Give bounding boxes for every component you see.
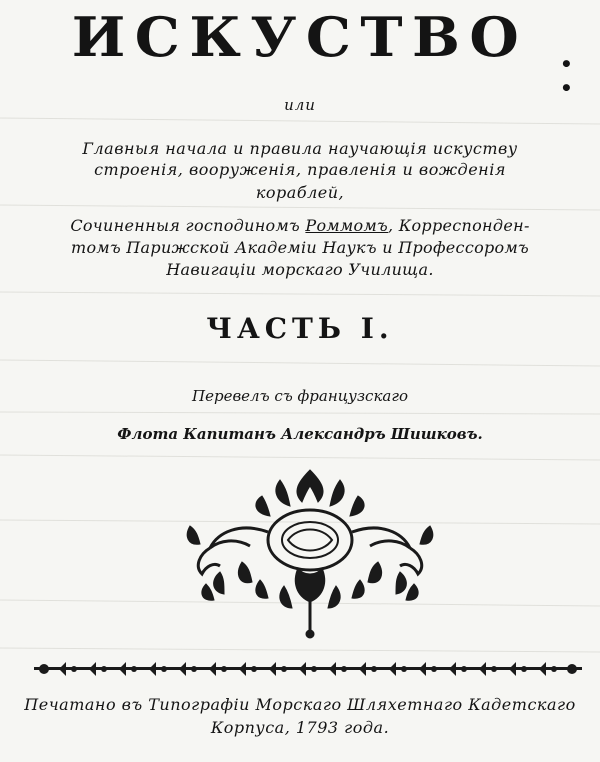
imprint-line-2: Корпуса, 1793 года. — [210, 718, 390, 737]
author-prefix: Сочиненныя господиномъ — [70, 216, 306, 235]
ornamental-divider — [34, 660, 582, 678]
author-line-2: томъ Парижской Академіи Наукъ и Профессоромъ — [70, 238, 530, 257]
author-line-1 — [0, 216, 600, 236]
description-line-1: Главныя начала и правила научающія искуству — [82, 139, 518, 158]
translator-name: Флота Капитанъ Александръ Шишковъ. — [117, 425, 483, 443]
translated-from: Перевелъ съ французскаго — [192, 387, 408, 405]
author-suffix: , Корреспонден- — [388, 216, 530, 235]
book-title: ИСКУСТВО — [71, 5, 529, 69]
printers-ornament — [180, 462, 440, 642]
subtitle-connector: или — [284, 96, 316, 114]
imprint-line-1: Печатано въ Типографіи Морскаго Шляхетнаго Кадетскаго — [24, 695, 576, 714]
author-line-3: Навигаціи морскаго Училища. — [166, 260, 434, 279]
description-line-3: кораблей, — [255, 183, 345, 202]
part-heading: ЧАСТЬ I. — [206, 312, 394, 345]
description-line-2: строенія, вооруженія, правленія и вожденія — [94, 160, 506, 179]
author-name: Роммомъ — [305, 216, 389, 235]
title-dots: • • — [560, 52, 577, 100]
